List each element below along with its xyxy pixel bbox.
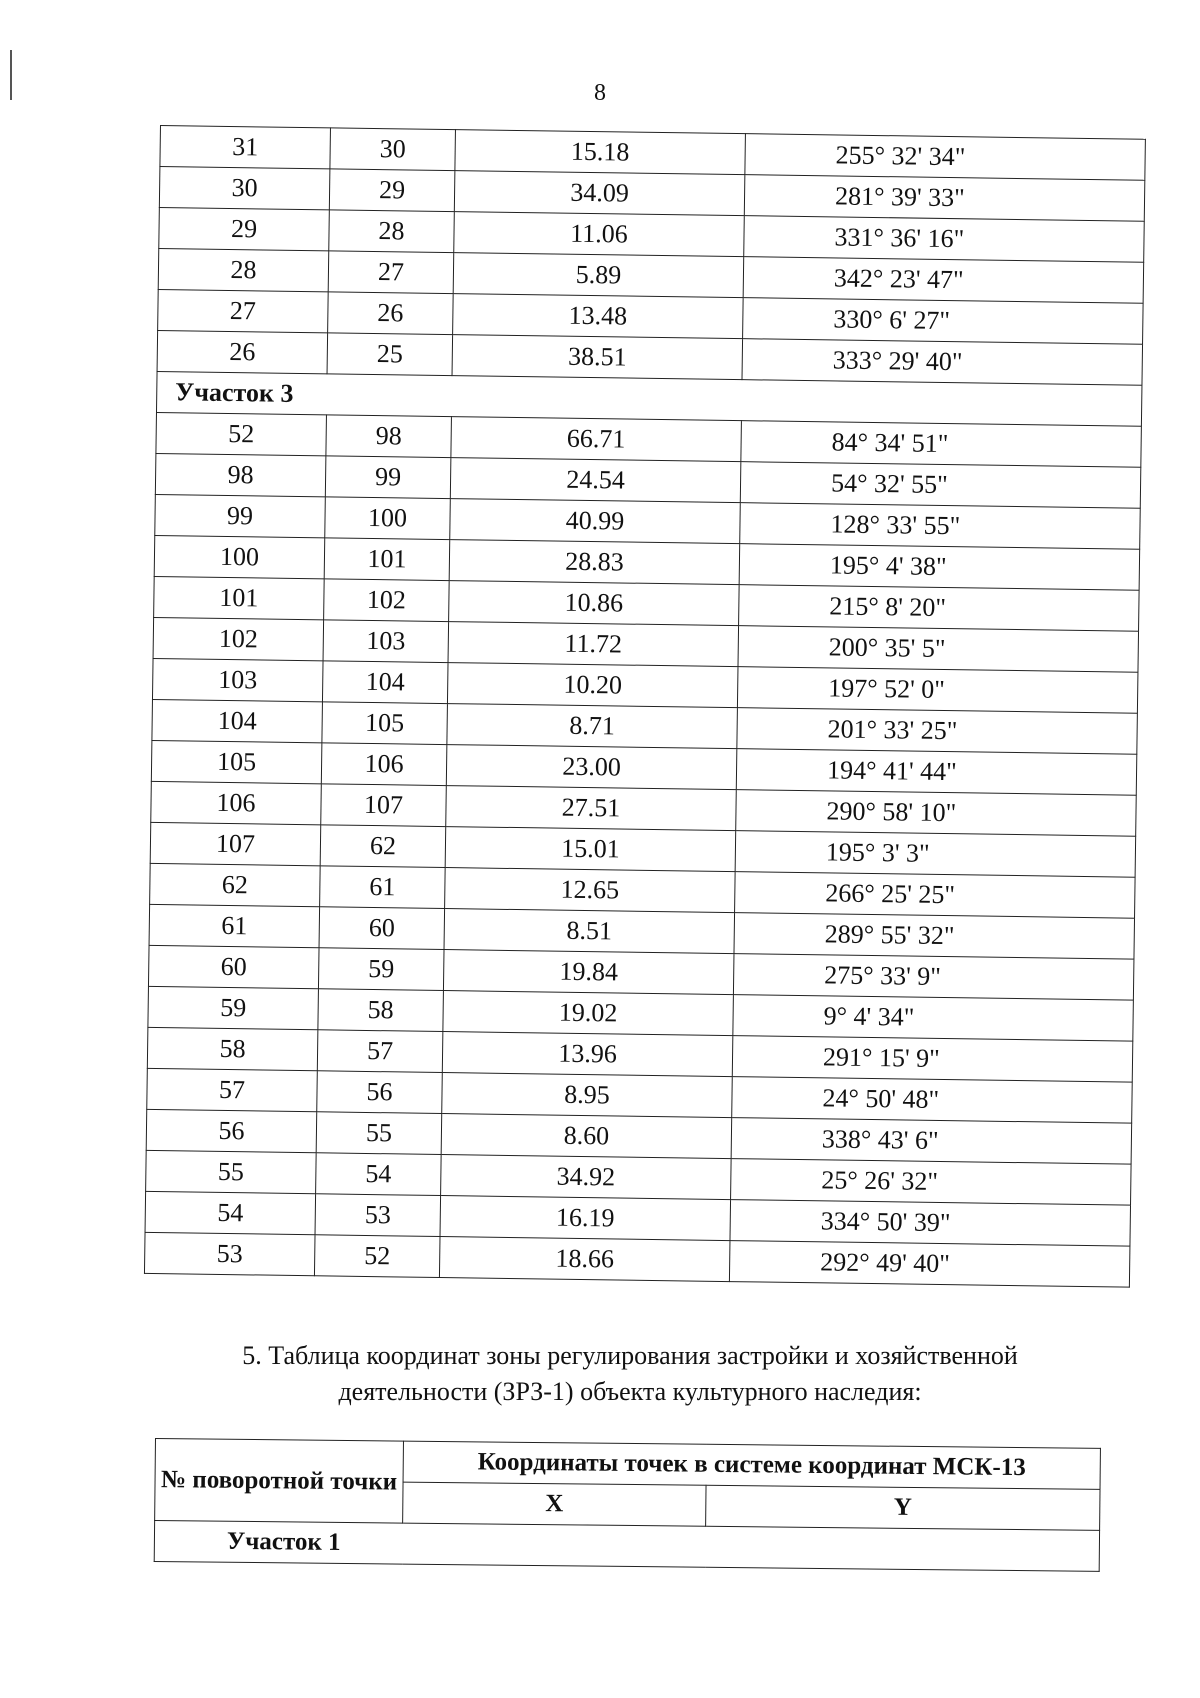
to-point-cell: 104 <box>322 661 448 704</box>
distance-cell: 19.02 <box>443 991 734 1036</box>
from-point-cell: 105 <box>151 740 322 783</box>
to-point-cell: 62 <box>320 825 446 868</box>
bearing-cell: 331° 36' 16" <box>744 216 1145 263</box>
x-header: X <box>403 1482 706 1526</box>
distance-cell: 11.06 <box>454 212 745 257</box>
distance-cell: 34.92 <box>441 1155 732 1200</box>
coordinates-header: Координаты точек в системе координат МСК-13 <box>403 1441 1100 1489</box>
from-point-cell: 103 <box>152 658 323 701</box>
from-point-cell: 54 <box>145 1191 316 1234</box>
from-point-cell: 59 <box>148 986 319 1029</box>
table-caption <box>180 1338 1080 1410</box>
to-point-cell: 107 <box>321 784 447 827</box>
bearing-cell: 195° 3' 3" <box>735 831 1136 878</box>
to-point-cell: 61 <box>320 866 446 909</box>
bearing-cell: 194° 41' 44" <box>736 749 1137 796</box>
distance-cell: 10.20 <box>447 663 738 708</box>
to-point-cell: 29 <box>329 169 455 212</box>
to-point-cell: 106 <box>321 743 447 786</box>
from-point-cell: 106 <box>151 781 322 824</box>
y-header: Y <box>706 1485 1100 1530</box>
bearing-cell: 266° 25' 25" <box>735 872 1136 919</box>
distance-cell: 8.95 <box>442 1073 733 1118</box>
bearing-cell: 24° 50' 48" <box>732 1077 1133 1124</box>
from-point-cell: 27 <box>158 289 329 332</box>
distance-cell: 11.72 <box>448 622 739 667</box>
distance-cell: 13.96 <box>442 1032 733 1077</box>
to-point-cell: 55 <box>316 1112 442 1155</box>
bearing-cell: 200° 35' 5" <box>738 626 1139 673</box>
from-point-cell: 58 <box>147 1027 318 1070</box>
distance-cell: 23.00 <box>446 745 737 790</box>
bearing-cell: 289° 55' 32" <box>734 913 1135 960</box>
distance-cell: 15.01 <box>445 827 736 872</box>
to-point-cell: 60 <box>319 907 445 950</box>
to-point-cell: 105 <box>322 702 448 745</box>
distance-cell: 16.19 <box>440 1196 731 1241</box>
bearing-cell: 201° 33' 25" <box>737 708 1138 755</box>
distance-cell: 8.71 <box>447 704 738 749</box>
distance-cell: 66.71 <box>451 417 742 462</box>
distance-cell: 5.89 <box>453 253 744 298</box>
to-point-cell: 52 <box>314 1235 440 1278</box>
from-point-cell: 56 <box>146 1109 317 1152</box>
distance-cell: 8.60 <box>441 1114 732 1159</box>
caption-line-1: 5. Таблица координат зоны регулирования застройки и хозяйственной <box>242 1341 1018 1370</box>
to-point-cell: 26 <box>328 292 454 335</box>
from-point-cell: 107 <box>150 822 321 865</box>
from-point-cell: 102 <box>153 617 324 660</box>
bearing-cell: 290° 58' 10" <box>736 790 1137 837</box>
to-point-cell: 28 <box>329 210 455 253</box>
to-point-cell: 30 <box>330 128 456 171</box>
caption-line-2: деятельности (ЗРЗ-1) объекта культурного наследия: <box>338 1377 922 1406</box>
from-point-cell: 60 <box>148 945 319 988</box>
bearing-cell: 197° 52' 0" <box>737 667 1138 714</box>
from-point-cell: 53 <box>144 1232 315 1275</box>
distance-cell: 28.83 <box>449 540 740 585</box>
from-point-cell: 31 <box>160 126 331 169</box>
bearing-cell: 338° 43' 6" <box>731 1118 1132 1165</box>
from-point-cell: 57 <box>147 1068 318 1111</box>
distance-cell: 15.18 <box>455 130 746 175</box>
to-point-cell: 53 <box>315 1194 441 1237</box>
from-point-cell: 100 <box>154 535 325 578</box>
from-point-cell: 28 <box>158 248 329 291</box>
to-point-cell: 57 <box>317 1030 443 1073</box>
distance-cell: 34.09 <box>454 171 745 216</box>
distance-cell: 18.66 <box>439 1237 730 1282</box>
to-point-cell: 59 <box>318 948 444 991</box>
to-point-cell: 101 <box>324 538 450 581</box>
distance-cell: 13.48 <box>453 294 744 339</box>
bearing-cell: 84° 34' 51" <box>741 421 1142 468</box>
bearing-cell: 54° 32' 55" <box>740 462 1141 509</box>
bearing-cell: 215° 8' 20" <box>739 585 1140 632</box>
from-point-cell: 62 <box>150 863 321 906</box>
from-point-cell: 101 <box>154 576 325 619</box>
bearing-cell: 292° 49' 40" <box>729 1241 1130 1288</box>
from-point-cell: 55 <box>146 1150 317 1193</box>
bearing-cell: 195° 4' 38" <box>739 544 1140 591</box>
from-point-cell: 98 <box>155 453 326 496</box>
from-point-cell: 30 <box>159 167 330 210</box>
to-point-cell: 56 <box>317 1071 443 1114</box>
section-label: Участок 1 <box>154 1521 1099 1572</box>
bearing-cell: 128° 33' 55" <box>740 503 1141 550</box>
distance-cell: 24.54 <box>450 458 741 503</box>
distance-cell: 12.65 <box>445 868 736 913</box>
bearing-cell: 291° 15' 9" <box>732 1036 1133 1083</box>
point-number-header: № поворотной точки <box>155 1439 404 1524</box>
distance-cell: 19.84 <box>443 950 734 995</box>
distance-cell: 27.51 <box>446 786 737 831</box>
distance-cell: 8.51 <box>444 909 735 954</box>
to-point-cell: 54 <box>316 1153 442 1196</box>
to-point-cell: 98 <box>326 415 452 458</box>
distance-cell: 10.86 <box>449 581 740 626</box>
bearing-cell: 334° 50' 39" <box>730 1200 1131 1247</box>
from-point-cell: 99 <box>155 494 326 537</box>
bearing-cell: 255° 32' 34" <box>745 134 1146 181</box>
to-point-cell: 103 <box>323 620 449 663</box>
distance-cell: 40.99 <box>450 499 741 544</box>
to-point-cell: 58 <box>318 989 444 1032</box>
bearing-cell: 25° 26' 32" <box>731 1159 1132 1206</box>
boundary-table-container <box>144 125 1145 1288</box>
to-point-cell: 100 <box>325 497 451 540</box>
distance-cell: 38.51 <box>452 335 743 380</box>
page-number: 8 <box>594 80 606 106</box>
to-point-cell: 102 <box>324 579 450 622</box>
bearing-cell: 330° 6' 27" <box>743 298 1144 345</box>
bearing-cell: 342° 23' 47" <box>743 257 1144 304</box>
section-label: Участок 3 <box>156 371 1141 426</box>
to-point-cell: 27 <box>328 251 454 294</box>
bearing-cell: 281° 39' 33" <box>744 175 1145 222</box>
bearing-cell: 275° 33' 9" <box>733 954 1134 1001</box>
from-point-cell: 61 <box>149 904 320 947</box>
coordinates-table-container <box>154 1438 1100 1572</box>
coordinates-table <box>154 1438 1101 1572</box>
from-point-cell: 52 <box>156 412 327 455</box>
bearing-cell: 9° 4' 34" <box>733 995 1134 1042</box>
to-point-cell: 25 <box>327 333 453 376</box>
boundary-table <box>144 125 1146 1288</box>
from-point-cell: 29 <box>159 207 330 250</box>
bearing-cell: 333° 29' 40" <box>742 339 1143 386</box>
to-point-cell: 99 <box>325 456 451 499</box>
from-point-cell: 26 <box>157 330 328 373</box>
from-point-cell: 104 <box>152 699 323 742</box>
